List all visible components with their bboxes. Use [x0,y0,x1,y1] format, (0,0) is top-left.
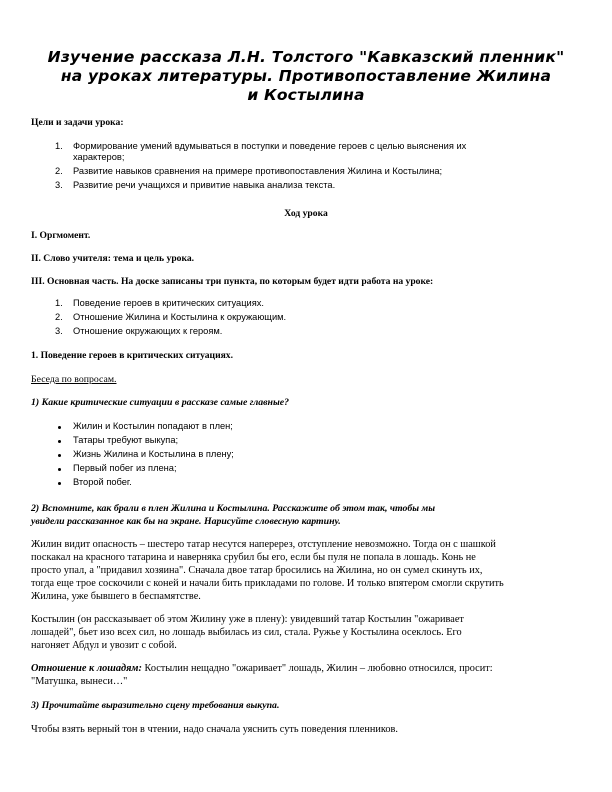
question-2: 2) Вспомните, как брали в плен Жилина и Костылина. Расскажите об этом так, чтобы мы [31,503,436,514]
point-number: 1. [55,298,63,308]
paragraph-zhilin: тогда еще трое соскочили с коней и начали бить прикладами по голове. И только впятером смогли скрутить [31,578,504,589]
point-number: 3. [55,326,63,336]
lesson-point: Отношение окружающих к героям. [73,326,223,336]
lesson-heading: Ход урока [284,208,328,219]
goal-item: характеров; [73,152,125,162]
page-title [30,48,582,105]
q1-bullet-item: Татары требуют выкупа; [73,435,179,445]
bullet-icon [58,468,61,471]
paragraph-reading: Чтобы взять верный тон в чтении, надо сначала уяснить суть поведения пленников. [31,724,398,735]
point-number: 2. [55,312,63,322]
main-part: III. Основная часть. На доске записаны три пункта, по которым будет идти работа на уроке: [31,276,434,287]
conversation-heading: Беседа по вопросам. [31,374,117,385]
goals-heading: Цели и задачи урока: [31,117,124,128]
q1-bullet-item: Первый побег из плена; [73,463,177,473]
attitude-text: Костылин нещадно "ожаривает" лошадь, Жилин – любовно относился, просит: [141,663,493,674]
goal-item: Развитие навыков сравнения на примере противопоставления Жилина и Костылина; [73,166,443,176]
goal-item: Формирование умений вдумываться в поступки и поведение героев с целью выяснения их [73,141,467,151]
question-2: увидели рассказанное как бы на экране. Нарисуйте словесную картину. [31,516,341,527]
paragraph-zhilin: Жилин видит опасность – шестеро татар несутся наперерез, отступление невозможно. Тогда он с шашкой [31,539,496,550]
goal-number: 1. [55,141,63,151]
q1-bullet-item: Второй побег. [73,477,132,487]
paragraph-zhilin: Жилина, уже бывшего в беспамятстве. [31,591,201,602]
bullet-icon [58,454,61,457]
section1-heading: 1. Поведение героев в критических ситуациях. [31,350,233,361]
q1-bullet-item: Жизнь Жилина и Костылина в плену; [73,449,234,459]
attitude-text: "Матушка, вынеси…" [31,676,128,687]
paragraph-kostylin: лошадей", бьет изо всех сил, но лошадь выбилась из сил, стала. Ружье у Костылина осеклось. Его [31,627,462,638]
title-line: и Костылина [247,86,365,104]
question-3: 3) Прочитайте выразительно сцену требования выкупа. [31,700,280,711]
paragraph-kostylin: Костылин (он рассказывает об этом Жилину уже в плену): увидевший татар Костылин "ожаривает [31,614,464,625]
lesson-point: Поведение героев в критических ситуациях. [73,298,264,308]
lesson-point: Отношение Жилина и Костылина к окружающим. [73,312,287,322]
goal-item: Развитие речи учащихся и привитие навыка анализа текста. [73,180,336,190]
title-line: Изучение рассказа Л.Н. Толстого "Кавказский пленник" [47,48,565,66]
attitude-paragraph [31,663,493,676]
bullet-icon [58,426,61,429]
question-1: 1) Какие критические ситуации в рассказе самые главные? [31,397,290,408]
attitude-label: Отношение к лошадям: [31,663,142,674]
title-line: на уроках литературы. Противопоставление Жилина [60,67,552,85]
bullet-icon [58,440,61,443]
paragraph-kostylin: нагоняет Абдул и увозит с собой. [31,640,177,651]
orgmoment: I. Оргмомент. [31,230,91,241]
goal-number: 3. [55,180,63,190]
paragraph-zhilin: просто упал, а "придавил хозяина". Сначала двое татар бросились на Жилина, но он сумел скинуть их, [31,565,483,576]
bullet-icon [58,482,61,485]
goal-number: 2. [55,166,63,176]
paragraph-zhilin: поскакал на красного татарина и наверняка срубил бы его, если бы пуля не попала в лошадь. Конь не [31,552,476,563]
teacher-word: II. Слово учителя: тема и цель урока. [31,253,195,264]
q1-bullet-item: Жилин и Костылин попадают в плен; [73,421,233,431]
